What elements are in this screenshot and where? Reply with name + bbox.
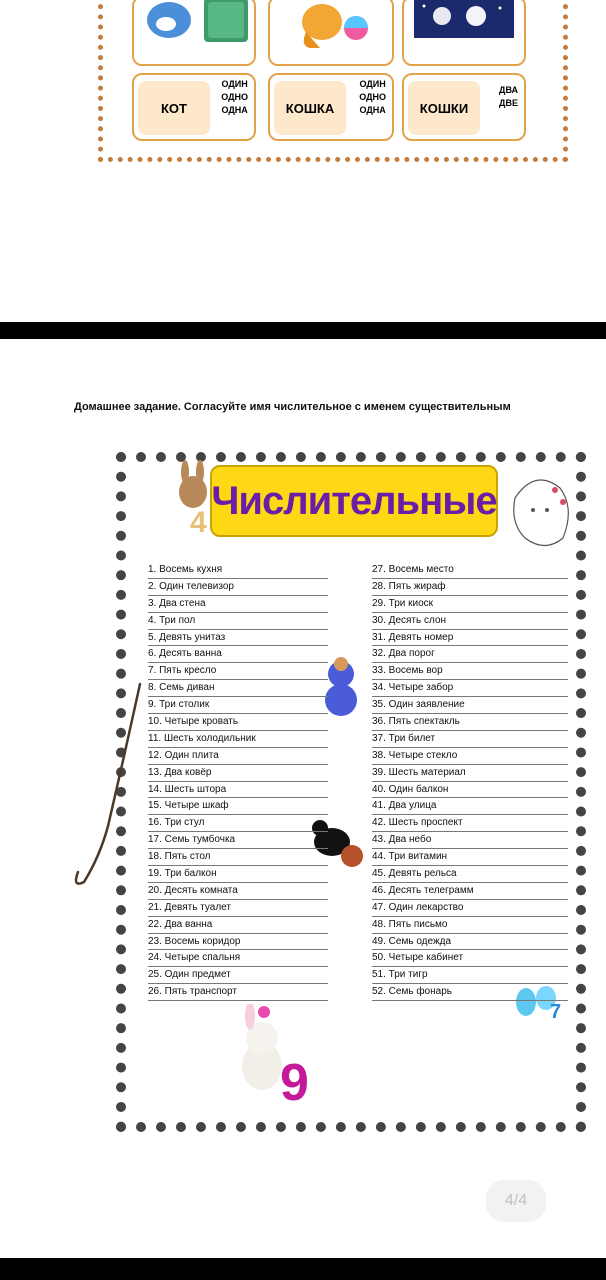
word-card-koshka — [268, 73, 394, 141]
list-item: 41. Два улица — [372, 798, 568, 815]
numeral-list-right — [372, 562, 568, 1001]
list-item: 28. Пять жираф — [372, 579, 568, 596]
card-option: ОДИН — [221, 79, 248, 89]
list-item: 42. Шесть проспект — [372, 815, 568, 832]
list-item: 20. Десять комната — [148, 883, 328, 900]
list-item: 45. Девять рельса — [372, 866, 568, 883]
list-item: 15. Четыре шкаф — [148, 798, 328, 815]
list-item: 16. Три стул — [148, 815, 328, 832]
list-item: 39. Шесть материал — [372, 765, 568, 782]
list-item: 32. Два порог — [372, 646, 568, 663]
list-item: 36. Пять спектакль — [372, 714, 568, 731]
list-item: 29. Три киоск — [372, 596, 568, 613]
kittens-night-image — [402, 0, 526, 66]
banner-title: Числительные — [210, 465, 498, 537]
svg-text:4: 4 — [190, 506, 207, 539]
list-item: 38. Четыре стекло — [372, 748, 568, 765]
list-item: 48. Пять письмо — [372, 917, 568, 934]
list-item: 44. Три витамин — [372, 849, 568, 866]
page-indicator: 4/4 — [486, 1180, 546, 1222]
card-option: ОДНО — [359, 92, 386, 102]
list-item: 50. Четыре кабинет — [372, 950, 568, 967]
list-item: 19. Три балкон — [148, 866, 328, 883]
card-option: ОДНА — [359, 105, 386, 115]
list-item: 14. Шесть штора — [148, 782, 328, 799]
svg-text:7: 7 — [550, 1001, 562, 1023]
list-item: 12. Один плита — [148, 748, 328, 765]
numeral-list-left — [148, 562, 328, 1001]
girl-sketch-image — [505, 468, 577, 554]
list-item: 30. Десять слон — [372, 613, 568, 630]
list-item: 24. Четыре спальня — [148, 950, 328, 967]
list-item: 21. Девять туалет — [148, 900, 328, 917]
word-card-kot — [132, 73, 256, 141]
list-item: 43. Два небо — [372, 832, 568, 849]
list-item: 34. Четыре забор — [372, 680, 568, 697]
card-word: КОШКА — [274, 81, 346, 135]
list-item: 31. Девять номер — [372, 630, 568, 647]
list-item: 27. Восемь место — [372, 562, 568, 579]
card-option: ДВА — [499, 85, 518, 95]
list-item: 7. Пять кресло — [148, 663, 328, 680]
card-option: ДВЕ — [499, 98, 518, 108]
kitten-cartoon-image — [268, 0, 394, 66]
list-item: 2. Один телевизор — [148, 579, 328, 596]
list-item: 17. Семь тумбочка — [148, 832, 328, 849]
list-item: 26. Пять транспорт — [148, 984, 328, 1001]
list-item: 1. Восемь кухня — [148, 562, 328, 579]
list-item: 35. Один заявление — [372, 697, 568, 714]
list-item: 6. Десять ванна — [148, 646, 328, 663]
list-item: 10. Четыре кровать — [148, 714, 328, 731]
list-item: 52. Семь фонарь — [372, 984, 568, 1001]
handwritten-checkmark — [70, 676, 150, 896]
page-separator — [0, 322, 606, 339]
card-options — [221, 79, 248, 115]
list-item: 9. Три столик — [148, 697, 328, 714]
card-word: КОТ — [138, 81, 210, 135]
bunny-four-image — [168, 460, 218, 540]
list-item: 11. Шесть холодильник — [148, 731, 328, 748]
homework-title: Домашнее задание. Согласуйте имя числительное с именем существительным — [74, 401, 511, 413]
list-item: 47. Один лекарство — [372, 900, 568, 917]
svg-text:9: 9 — [280, 1054, 309, 1104]
navigation-bar — [0, 1258, 606, 1280]
list-item: 51. Три тигр — [372, 967, 568, 984]
list-item: 4. Три пол — [148, 613, 328, 630]
list-item: 23. Восемь коридор — [148, 934, 328, 951]
list-item: 46. Десять телеграмм — [372, 883, 568, 900]
list-item: 33. Восемь вор — [372, 663, 568, 680]
card-option: ОДНА — [221, 105, 248, 115]
card-option: ОДНО — [221, 92, 248, 102]
list-item: 40. Один балкон — [372, 782, 568, 799]
list-item: 18. Пять стол — [148, 849, 328, 866]
list-item: 22. Два ванна — [148, 917, 328, 934]
card-options — [359, 79, 386, 115]
list-item: 13. Два ковёр — [148, 765, 328, 782]
list-item: 37. Три билет — [372, 731, 568, 748]
list-item: 8. Семь диван — [148, 680, 328, 697]
word-card-koshki — [402, 73, 526, 141]
bunny-nine-image — [224, 1004, 334, 1104]
card-options — [499, 85, 518, 108]
previous-page — [0, 0, 606, 322]
list-item: 25. Один предмет — [148, 967, 328, 984]
list-item: 49. Семь одежда — [372, 934, 568, 951]
card-option: ОДИН — [359, 79, 386, 89]
card-word: КОШКИ — [408, 81, 480, 135]
list-item: 5. Девять унитаз — [148, 630, 328, 647]
list-item: 3. Два стена — [148, 596, 328, 613]
cat-cartoon-image — [132, 0, 256, 66]
